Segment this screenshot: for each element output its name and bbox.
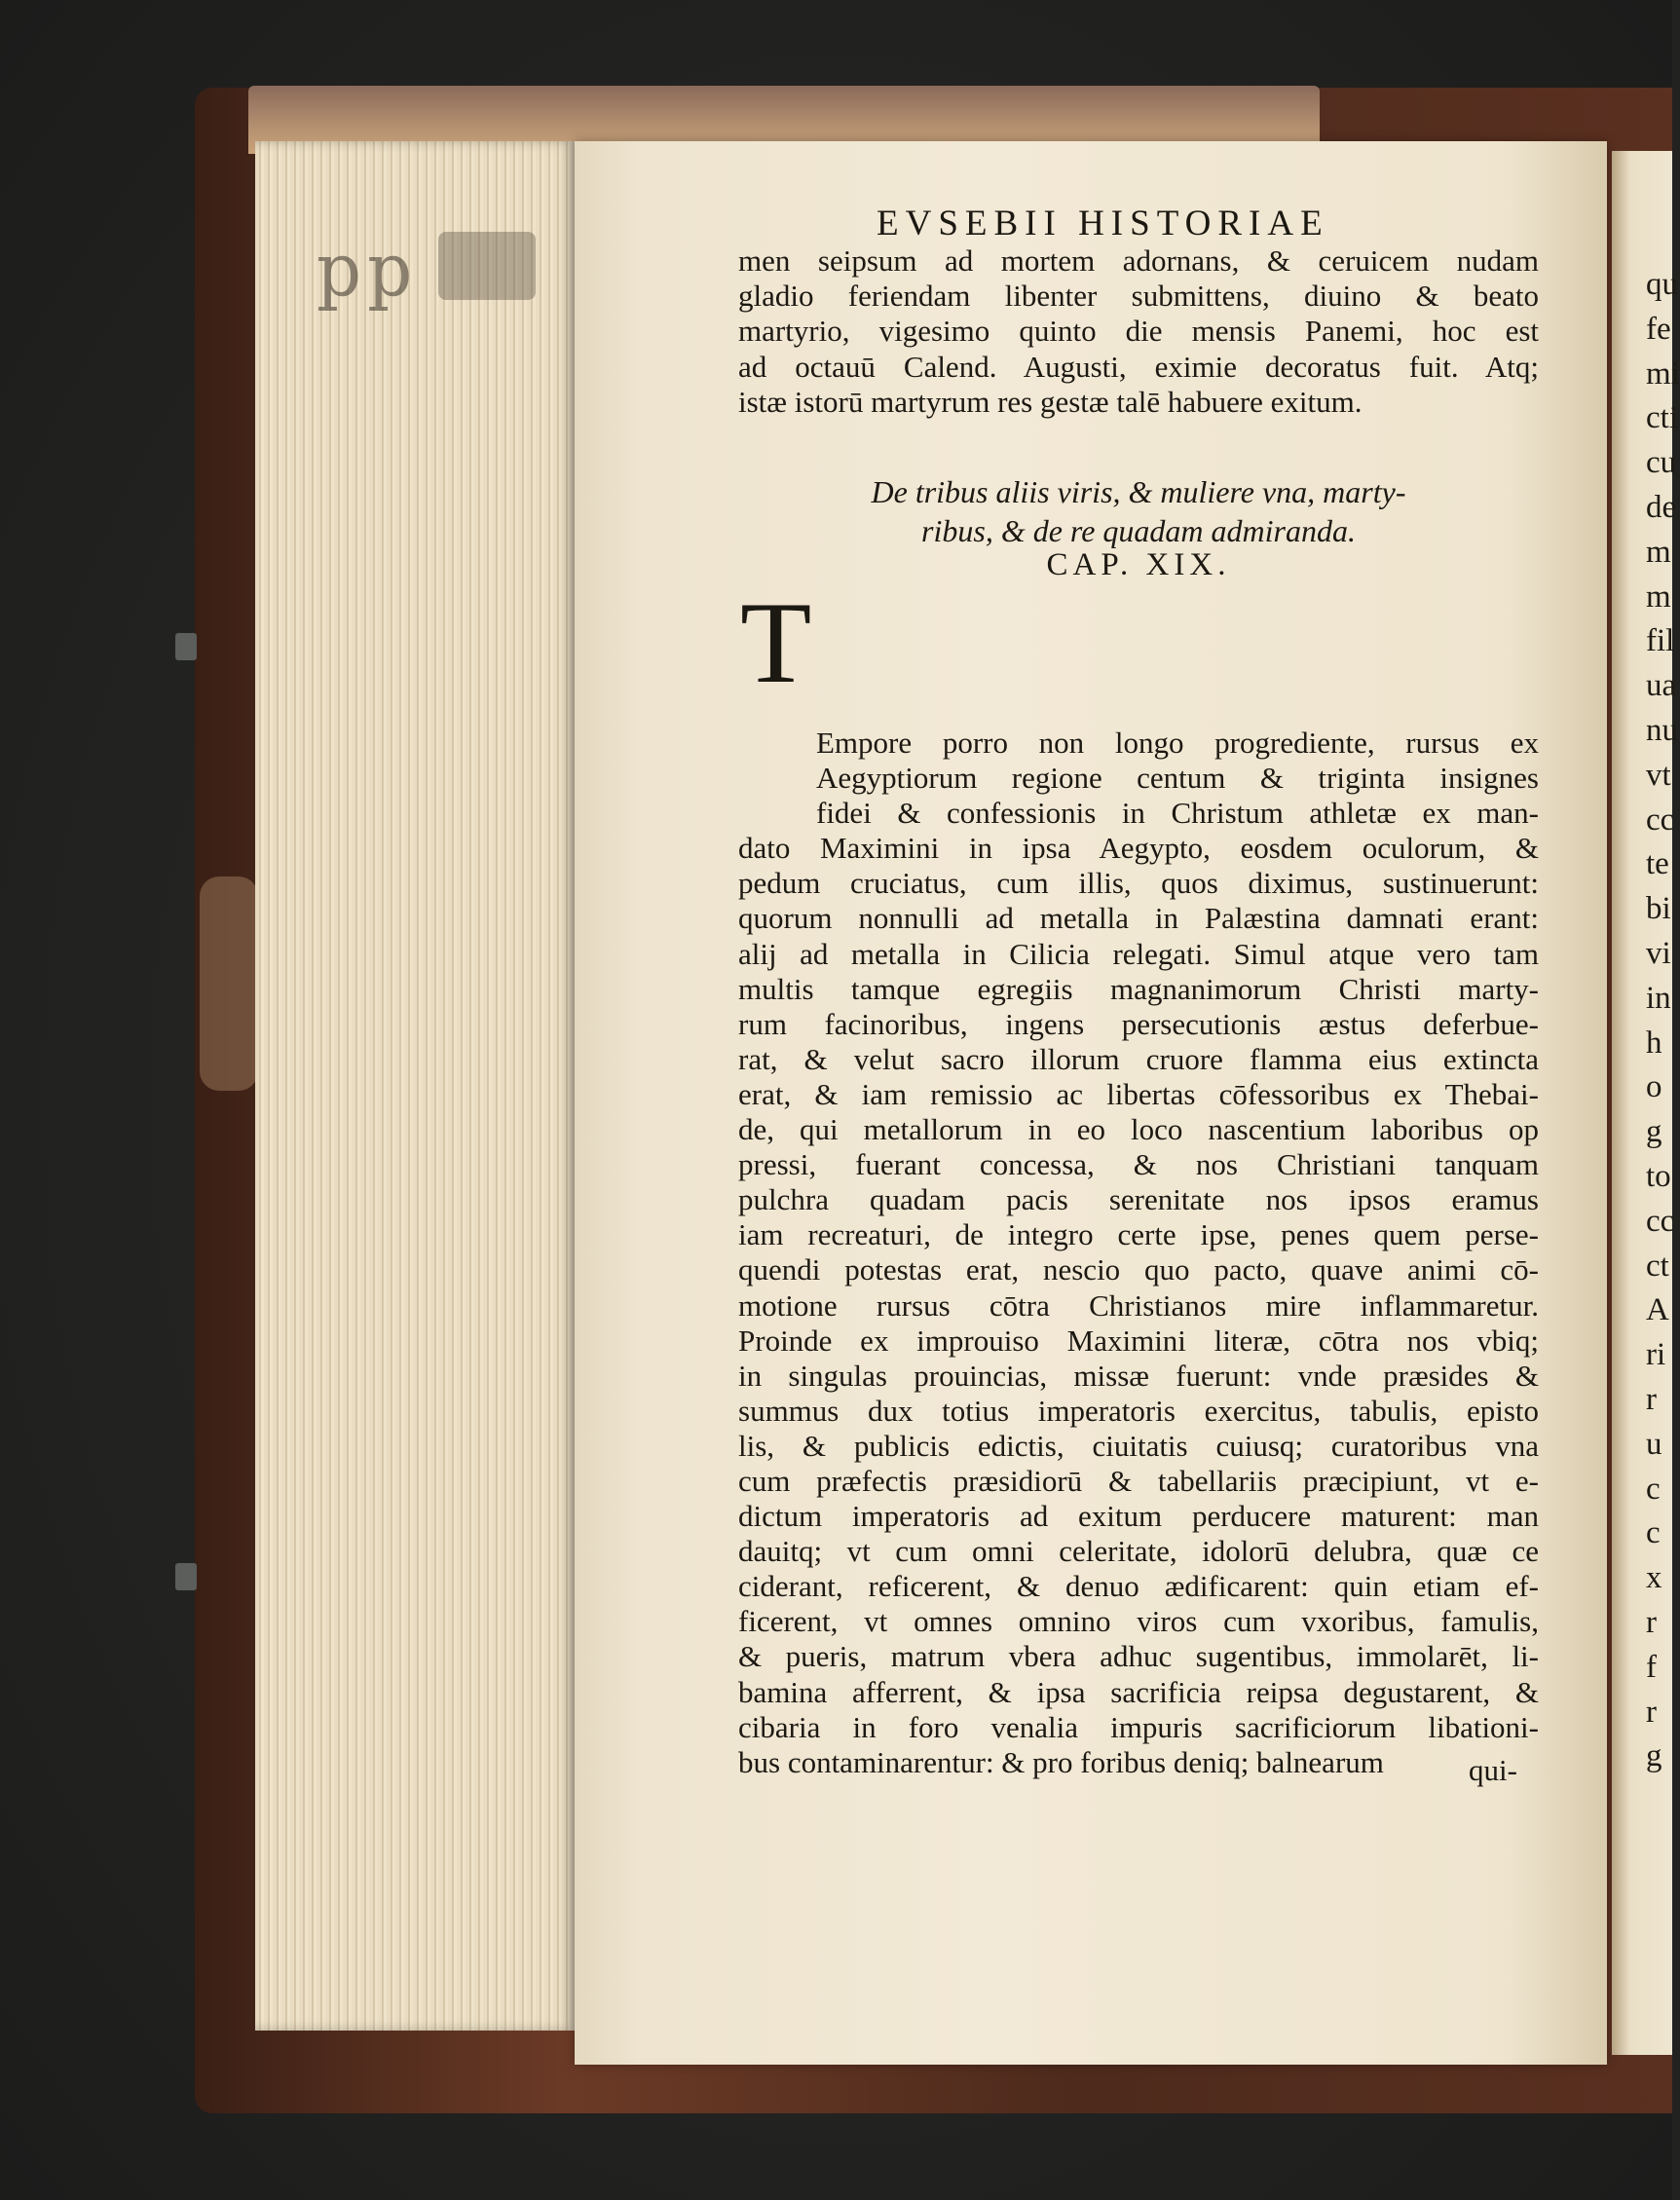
fore-edge-smudge xyxy=(438,232,536,300)
text-line: cibaria in foro venalia impuris sacrificiorum libationi- xyxy=(738,1709,1539,1744)
facing-text-fragment: g xyxy=(1646,1114,1662,1150)
text-line: rat, & velut sacro illorum cruore flamma eius extincta xyxy=(738,1041,1539,1076)
text-line: pedum cruciatus, cum illis, quos diximus, sustinuerunt: xyxy=(738,866,1539,901)
facing-text-fragment: qu xyxy=(1646,267,1678,302)
fore-edge-label: pp xyxy=(317,226,419,314)
top-paragraph xyxy=(738,243,1539,420)
facing-text-fragment: te xyxy=(1646,846,1669,882)
text-line: fidei & confessionis in Christum athletæ ex man- xyxy=(816,796,1539,831)
text-line: bus contaminarentur: & pro foribus deniq; balnearum xyxy=(738,1744,1384,1779)
facing-text-fragment: de xyxy=(1646,489,1677,525)
facing-text-fragment: m xyxy=(1646,534,1671,570)
text-line: pressi, fuerant concessa, & nos Christiani tanquam xyxy=(738,1147,1539,1182)
text-line: cum præfectis præsidiorū & tabellariis præcipiunt, vt e- xyxy=(738,1463,1539,1498)
text-line: Empore porro non longo progrediente, rursus ex xyxy=(816,726,1539,760)
facing-text-fragment: ri xyxy=(1646,1337,1666,1373)
facing-text-fragment: cti xyxy=(1646,400,1678,436)
text-line: men seipsum ad mortem adornans, & ceruicem nudam xyxy=(738,243,1539,278)
facing-text-fragment: in xyxy=(1646,980,1671,1016)
facing-page-text xyxy=(1646,263,1680,1779)
facing-text-fragment: u xyxy=(1646,1426,1662,1462)
facing-text-fragment: vt xyxy=(1646,757,1671,793)
facing-text-fragment: A xyxy=(1646,1292,1669,1328)
chapter-heading-line-1: De tribus aliis viris, & muliere vna, marty- xyxy=(871,474,1406,509)
facing-text-fragment: g xyxy=(1646,1738,1662,1774)
text-line: rum facinoribus, ingens persecutionis æstus deferbue- xyxy=(738,1006,1539,1041)
facing-text-fragment: r xyxy=(1646,1694,1657,1730)
text-line: dauitq; vt cum omni celeritate, idolorū delubra, quæ ce xyxy=(738,1534,1539,1569)
facing-text-fragment: cu xyxy=(1646,445,1677,481)
text-line: in singulas prouincias, missæ fuerunt: vnde præsides & xyxy=(738,1358,1539,1393)
chapter-body-text xyxy=(738,726,1539,1780)
facing-text-fragment: fil xyxy=(1646,623,1675,659)
facing-text-fragment: cc xyxy=(1646,802,1675,838)
text-line: motione rursus cōtra Christianos mire inflammaretur. xyxy=(738,1287,1539,1323)
facing-text-fragment: ct xyxy=(1646,1248,1669,1284)
catchword: qui- xyxy=(1469,1753,1517,1787)
text-line: Proinde ex improuiso Maximini literæ, cōtra nos vbiq; xyxy=(738,1323,1539,1358)
text-line: iam recreaturi, de integro certe ipse, penes quem perse- xyxy=(738,1217,1539,1252)
facing-text-fragment: o xyxy=(1646,1069,1662,1105)
facing-text-fragment: x xyxy=(1646,1560,1662,1596)
text-line: dato Maximini in ipsa Aegypto, eosdem oculorum, & xyxy=(738,831,1539,866)
text-line: ficerent, vt omnes omnino viros cum vxoribus, famulis, xyxy=(738,1604,1539,1639)
chapter-heading-line-2: ribus, & de re quadam admiranda. xyxy=(921,513,1356,548)
text-line: quorum nonnulli ad metalla in Palæstina damnati erant: xyxy=(738,901,1539,936)
facing-text-fragment: f xyxy=(1646,1649,1657,1685)
text-line: istæ istorū martyrum res gestæ talē habuere exitum. xyxy=(738,384,1363,419)
text-line: martyrio, vigesimo quinto die mensis Panemi, hoc est xyxy=(738,314,1539,349)
text-line: erat, & iam remissio ac libertas cōfessoribus ex Thebai- xyxy=(738,1076,1539,1111)
text-line: & pueris, matrum vbera adhuc sugentibus, immolarēt, li- xyxy=(738,1639,1539,1674)
fore-edge-page-stack xyxy=(255,141,577,2031)
text-line: ciderant, reficerent, & denuo ædificarent: quin etiam ef- xyxy=(738,1569,1539,1604)
text-line: dictum imperatoris ad exitum perducere maturent: man xyxy=(738,1499,1539,1534)
facing-text-fragment: cc xyxy=(1646,1203,1675,1239)
text-line: de, qui metallorum in eo loco nascentium laboribus op xyxy=(738,1112,1539,1147)
facing-text-fragment: bi xyxy=(1646,891,1671,927)
text-line: pulchra quadam pacis serenitate nos ipsos eramus xyxy=(738,1182,1539,1217)
chapter-number: CAP. XIX. xyxy=(1046,547,1231,582)
facing-text-fragment: ua xyxy=(1646,668,1677,704)
facing-text-fragment: c xyxy=(1646,1515,1661,1551)
facing-text-fragment: vi xyxy=(1646,935,1671,971)
facing-text-fragment: h xyxy=(1646,1025,1662,1061)
facing-text-fragment: r xyxy=(1646,1381,1657,1417)
text-line: quendi potestas erat, nescio quo pacto, quave animi cō- xyxy=(738,1252,1539,1287)
text-line: multis tamque egregiis magnanimorum Christi marty- xyxy=(738,971,1539,1006)
facing-text-fragment: fe xyxy=(1646,311,1671,347)
facing-text-fragment: nu xyxy=(1646,712,1678,748)
facing-text-fragment: to xyxy=(1646,1158,1671,1194)
text-line: summus dux totius imperatoris exercitus, tabulis, episto xyxy=(738,1393,1539,1428)
cover-worn-patch xyxy=(200,876,258,1091)
text-line: ad octauū Calend. Augusti, eximie decoratus fuit. Atq; xyxy=(738,349,1539,384)
facing-text-fragment: mi xyxy=(1646,355,1680,392)
text-line: Aegyptiorum regione centum & triginta insignes xyxy=(816,761,1539,796)
text-line: alij ad metalla in Cilicia relegati. Simul atque vero tam xyxy=(738,936,1539,971)
text-line: bamina afferrent, & ipsa sacrificia reipsa degustarent, & xyxy=(738,1674,1539,1709)
drop-cap: T xyxy=(740,578,812,707)
facing-text-fragment: r xyxy=(1646,1604,1657,1640)
binding-clasp xyxy=(175,1563,197,1590)
facing-text-fragment: c xyxy=(1646,1471,1661,1507)
text-line: gladio feriendam libenter submittens, diuino & beato xyxy=(738,279,1539,314)
binding-clasp xyxy=(175,633,197,660)
facing-text-fragment: m xyxy=(1646,578,1671,615)
running-head: EVSEBII HISTORIAE xyxy=(877,204,1329,243)
text-line: lis, & publicis edictis, ciuitatis cuiusq; curatoribus vna xyxy=(738,1428,1539,1463)
